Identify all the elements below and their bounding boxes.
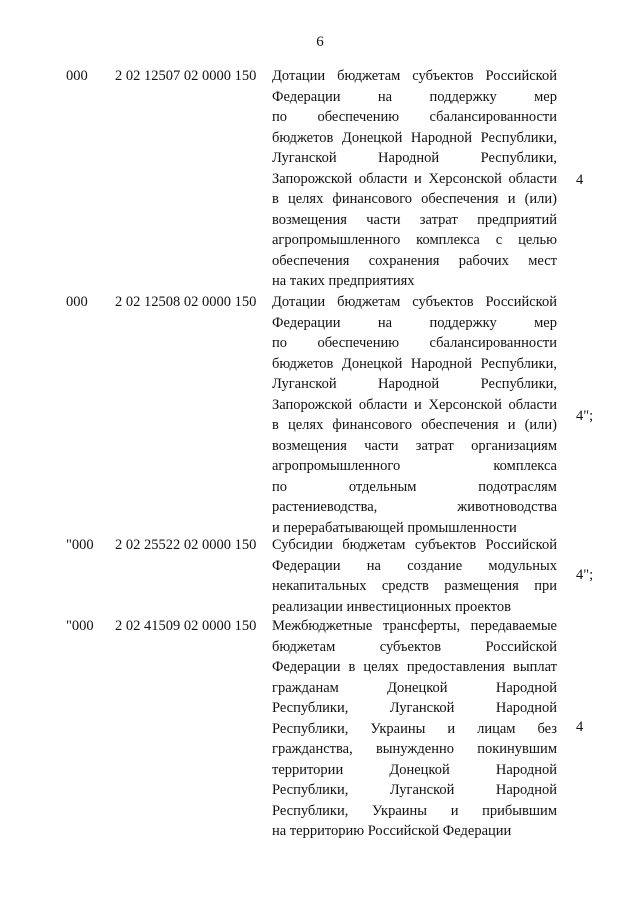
description-line: территории Донецкой Народной: [272, 761, 557, 778]
classification-code: 2 02 25522 02 0000 150: [115, 537, 257, 553]
description-line: Луганской Народной Республики,: [272, 150, 557, 166]
description-line: Республики, Луганской Народной: [272, 782, 557, 798]
description-line: гражданства, вынужденно покинувшим: [272, 741, 557, 757]
description-line: Луганской Народной Республики,: [272, 376, 557, 392]
admin-code: "000: [66, 618, 94, 634]
description-line: Дотации бюджетам субъектов Российской: [272, 68, 557, 84]
description-line: Субсидии бюджетам субъектов Российской: [272, 537, 557, 553]
description-line: Дотации бюджетам субъектов Российской: [272, 294, 557, 310]
description-line: по обеспечению сбалансированности: [272, 335, 557, 351]
description-line: Федерации на поддержку мер: [272, 88, 557, 105]
classification-code: 2 02 41509 02 0000 150: [115, 618, 257, 634]
income-description: [272, 292, 557, 538]
page-number: 6: [316, 34, 324, 50]
description-line: и перерабатывающей промышленности: [272, 519, 517, 536]
description-line: Республики, Украины и прибывшим: [272, 802, 557, 819]
description-line: агропромышленного комплекса: [272, 458, 557, 474]
classification-code: 2 02 12507 02 0000 150: [115, 68, 257, 84]
description-line: Республики, Украины и лицам без: [272, 720, 557, 737]
description-line: Федерации на создание модульных: [272, 557, 557, 574]
description-line: в целях финансового обеспечения и (или): [272, 191, 557, 207]
description-line: на территорию Российской Федерации: [272, 823, 512, 839]
description-line: по отдельным подотраслям: [272, 478, 557, 495]
description-line: гражданам Донецкой Народной: [272, 679, 557, 696]
admin-code: "000: [66, 537, 94, 553]
description-line: Федерации в целях предоставления выплат: [272, 659, 557, 675]
description-line: Запорожской области и Херсонской области: [272, 170, 557, 187]
description-line: Межбюджетные трансферты, передаваемые: [272, 618, 557, 634]
income-description: [272, 616, 557, 842]
description-line: возмещения части затрат организациям: [272, 437, 557, 454]
classification-code: 2 02 12508 02 0000 150: [115, 294, 257, 310]
description-line: бюджетам субъектов Российской: [272, 638, 557, 655]
description-line: бюджетов Донецкой Народной Республики,: [272, 355, 557, 372]
description-line: реализации инвестиционных проектов: [272, 598, 511, 615]
description-line: на таких предприятиях: [272, 273, 415, 289]
description-line: Федерации на поддержку мер: [272, 314, 557, 331]
description-line: агропромышленного комплекса с целью: [272, 232, 557, 248]
description-line: обеспечения сохранения рабочих мест: [272, 252, 557, 269]
description-line: бюджетов Донецкой Народной Республики,: [272, 129, 557, 146]
description-line: Республики, Луганской Народной: [272, 700, 557, 716]
description-line: некапитальных средств размещения при: [272, 578, 557, 594]
description-line: по обеспечению сбалансированности: [272, 109, 557, 125]
description-line: в целях финансового обеспечения и (или): [272, 417, 557, 433]
amount-value: 4: [576, 719, 584, 735]
amount-value: 4";: [576, 567, 594, 583]
income-description: [272, 535, 557, 617]
admin-code: 000: [66, 294, 88, 310]
amount-value: 4";: [576, 408, 594, 424]
description-line: Запорожской области и Херсонской области: [272, 396, 557, 413]
income-description: [272, 66, 557, 292]
description-line: растениеводства, животноводства: [272, 499, 557, 515]
amount-value: 4: [576, 172, 584, 188]
description-line: возмещения части затрат предприятий: [272, 211, 557, 228]
admin-code: 000: [66, 68, 88, 84]
